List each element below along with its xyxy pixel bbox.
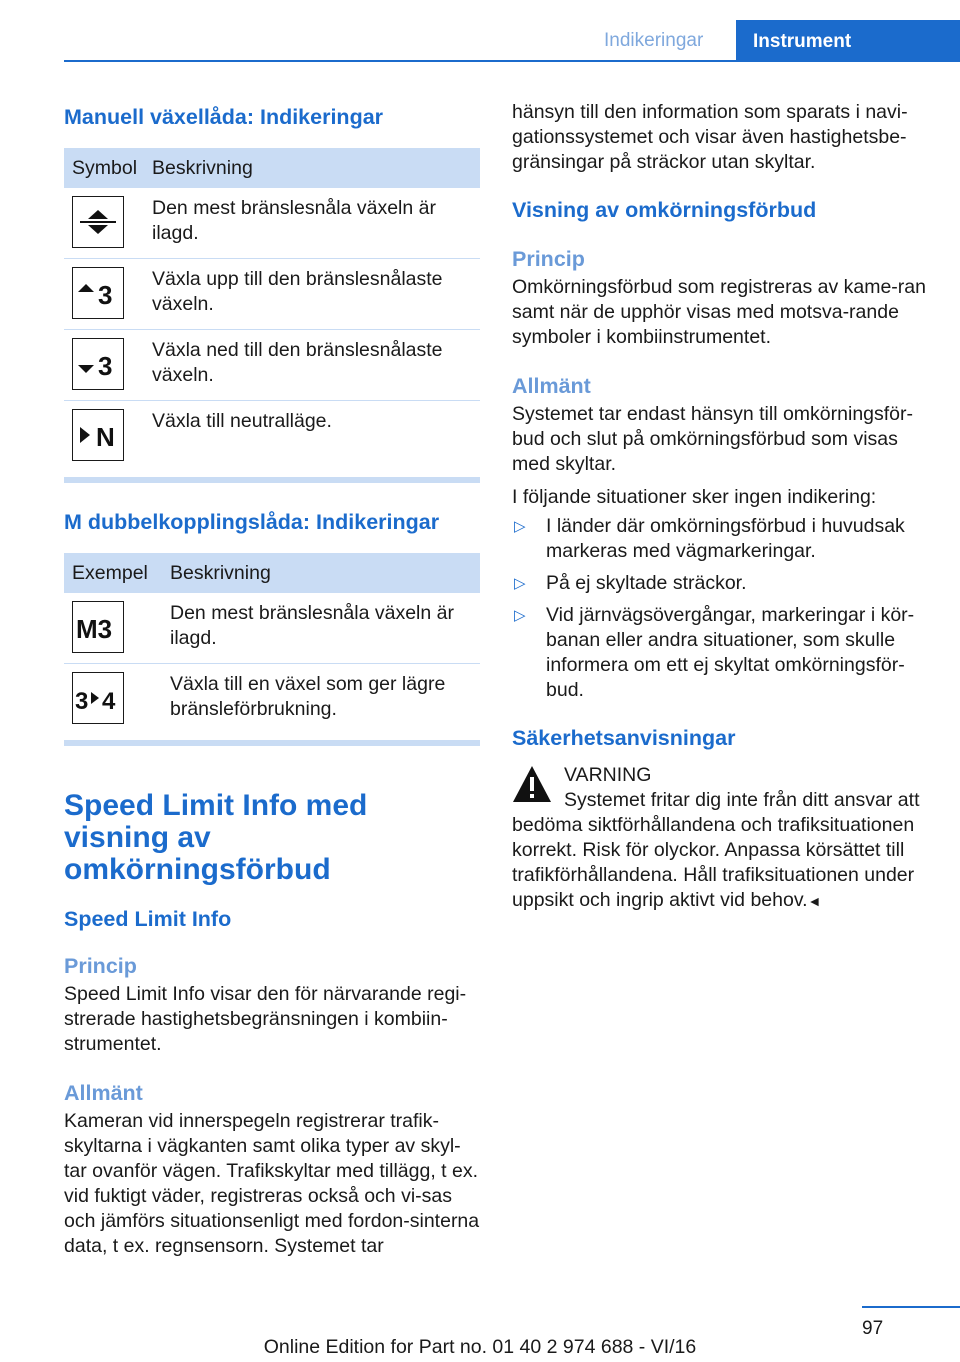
allmant-paragraph: Systemet tar endast hänsyn till omkörningsför-bud och slut på omkörningsförbud som visas med skyltar. bbox=[512, 403, 914, 475]
left-column bbox=[64, 100, 480, 1259]
shift-neutral-icon bbox=[72, 409, 124, 461]
end-mark: ◄ bbox=[807, 893, 822, 909]
list-item: ▷ Vid järnvägsövergångar, markeringar i kör-banan eller andra situationer, som skulle informera om ett ej skyltat omkörningsför-bud. bbox=[514, 604, 915, 701]
svg-text:3: 3 bbox=[75, 688, 89, 712]
footer-rule bbox=[862, 1306, 960, 1308]
bullet-arrow-icon: ▷ bbox=[514, 575, 526, 592]
allmant-paragraph: Kameran vid innerspegeln registrerar trafik-skyltarna i vägkanten samt olika typer av skyl-tar ovanför vägen. Trafikskyltar med tillägg, t ex. vid fuktigt väder, registreras också och vi-sas och jämförs situationsenligt med fordon-sinterna data, t ex. regnsensorn. Systemet tar bbox=[64, 1110, 480, 1257]
row-description: Växla till neutralläge. bbox=[152, 410, 332, 432]
optimal-gear-icon bbox=[72, 196, 124, 248]
safety-title: Säkerhetsanvisningar bbox=[512, 726, 736, 750]
princip-heading: Princip bbox=[64, 954, 137, 978]
col-description: Beskrivning bbox=[162, 553, 480, 593]
svg-text:3: 3 bbox=[98, 351, 113, 378]
princip-heading: Princip bbox=[512, 247, 585, 271]
manual-table-title: Manuell växellåda: Indikeringar bbox=[64, 105, 384, 129]
svg-text:M3: M3 bbox=[76, 614, 113, 641]
table-row bbox=[64, 330, 480, 401]
right-column bbox=[512, 100, 930, 914]
row-description: Växla till en växel som ger lägre bränsleförbrukning. bbox=[170, 673, 446, 720]
princip-paragraph: Speed Limit Info visar den för närvarande regi-strerade hastighetsbegränsningen i kombiin-strumentet. bbox=[64, 983, 467, 1055]
allmant-heading: Allmänt bbox=[64, 1081, 143, 1105]
table-row bbox=[64, 593, 480, 664]
table-row bbox=[64, 401, 480, 472]
row-description: Växla ned till den bränslesnålaste växeln. bbox=[144, 330, 480, 401]
row-description: Den mest bränslesnåla växeln är ilagd. bbox=[162, 593, 480, 664]
row-description: Den mest bränslesnåla växeln är ilagd. bbox=[144, 188, 480, 259]
svg-text:N: N bbox=[96, 422, 115, 449]
overtaking-title: Visning av omkörningsförbud bbox=[512, 198, 817, 222]
warning-text: Systemet fritar dig inte från ditt ansvar att bedöma siktförhållandena och trafiksituationen korrekt. Risk för olyckor. Anpassa körsättet till trafikförhållandena. Håll trafiksituationen under uppsikt och ingrip aktivt vid behov.◄ bbox=[512, 789, 920, 911]
list-item: ▷ I länder där omkörningsförbud i huvudsak markeras med vägmarkeringar. bbox=[514, 515, 905, 562]
continued-paragraph: hänsyn till den information som sparats i navi-gationssystemet och visar även hastighetsbe-gränsingar på sträckor utan skyltar. bbox=[512, 101, 908, 173]
col-symbol: Symbol bbox=[64, 148, 144, 188]
warning-block bbox=[512, 763, 930, 914]
row-description: Växla upp till den bränslesnålaste växeln. bbox=[144, 259, 480, 330]
warning-label: VARNING bbox=[564, 764, 652, 786]
table-row bbox=[64, 664, 480, 735]
table-end-rule bbox=[64, 477, 480, 483]
shift-down-3-icon bbox=[72, 338, 124, 390]
dct-gear-table bbox=[64, 553, 480, 734]
online-edition-note: Online Edition for Part no. 01 40 2 974 688 - VI/16 bbox=[263, 1336, 697, 1358]
header-section: Indikeringar bbox=[604, 30, 704, 51]
table-row bbox=[64, 259, 480, 330]
manual-gear-table bbox=[64, 148, 480, 471]
speed-limit-info-title: Speed Limit Info med visning av omkörningsförbud bbox=[64, 789, 368, 886]
col-description: Beskrivning bbox=[144, 148, 480, 188]
speed-limit-info-subtitle: Speed Limit Info bbox=[64, 907, 232, 931]
list-item: ▷ På ej skyltade sträckor. bbox=[514, 572, 747, 594]
warning-triangle-icon bbox=[512, 765, 552, 803]
dct-table-title: M dubbelkopplingslåda: Indikeringar bbox=[64, 510, 440, 534]
no-indication-list bbox=[512, 514, 930, 703]
col-example: Exempel bbox=[64, 553, 162, 593]
table-row bbox=[64, 188, 480, 259]
table-end-rule bbox=[64, 740, 480, 746]
no-indication-intro: I följande situationer sker ingen indikering: bbox=[512, 486, 877, 508]
gear-3-to-4-icon bbox=[72, 672, 124, 724]
header-chapter: Instrument bbox=[736, 20, 960, 62]
princip-paragraph: Omkörningsförbud som registreras av kame-ran samt när de upphör visas med motsva-rande symboler i kombiinstrumentet. bbox=[512, 276, 926, 348]
gear-m3-icon bbox=[72, 601, 124, 653]
page-number: 97 bbox=[862, 1318, 884, 1339]
svg-text:4: 4 bbox=[102, 688, 116, 712]
svg-text:3: 3 bbox=[98, 280, 113, 307]
bullet-arrow-icon: ▷ bbox=[514, 518, 526, 535]
allmant-heading: Allmänt bbox=[512, 374, 591, 398]
shift-up-3-icon bbox=[72, 267, 124, 319]
bullet-arrow-icon: ▷ bbox=[514, 607, 526, 624]
